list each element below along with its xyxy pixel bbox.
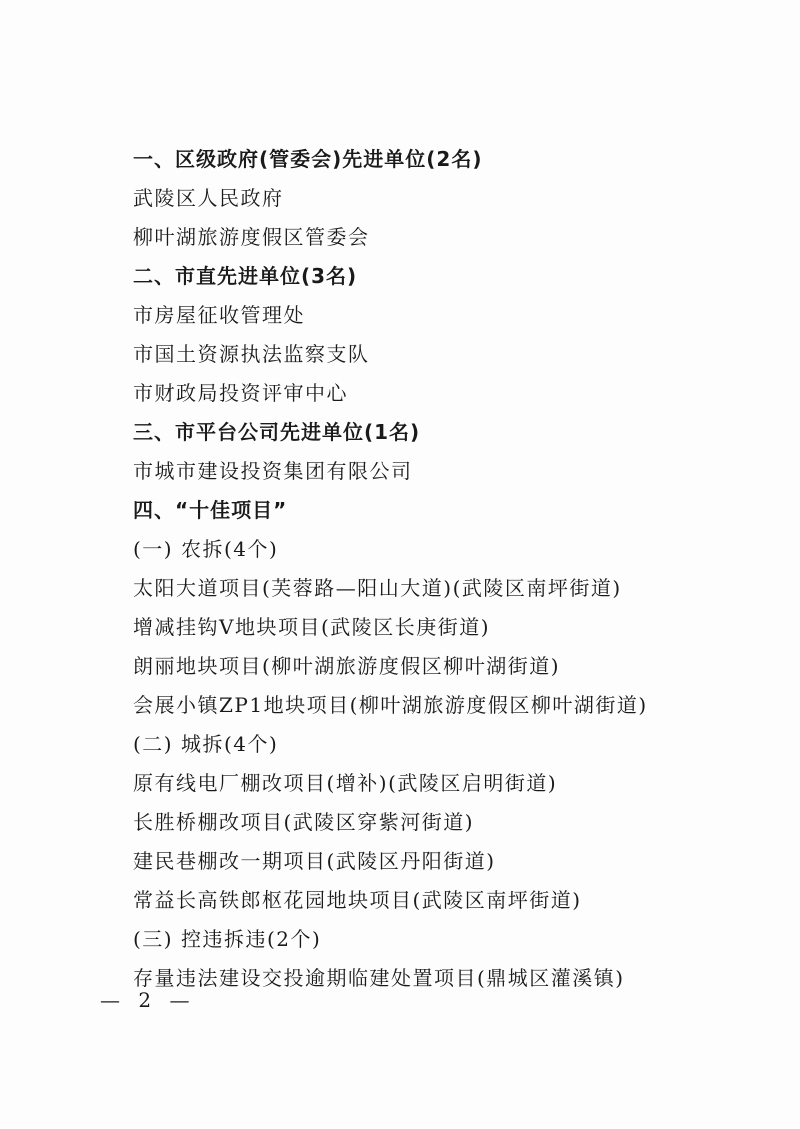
list-item: 市国土资源执法监察支队 <box>133 342 370 366</box>
list-item: 存量违法建设交投逾期临建处置项目(鼎城区灌溪镇) <box>133 966 625 990</box>
subsection-heading: (三) 控违拆违(2个) <box>133 927 322 951</box>
list-item: 武陵区人民政府 <box>133 186 284 210</box>
list-item: 市城市建设投资集团有限公司 <box>133 459 413 483</box>
list-item: 会展小镇ZP1地块项目(柳叶湖旅游度假区柳叶湖街道) <box>133 693 648 717</box>
section-heading-2: 二、市直先进单位(3名) <box>133 264 358 288</box>
subsection-heading: (二) 城拆(4个) <box>133 732 279 756</box>
list-item: 市房屋征收管理处 <box>133 303 305 327</box>
list-item: 长胜桥棚改项目(武陵区穿紫河街道) <box>133 810 475 834</box>
list-item: 朗丽地块项目(柳叶湖旅游度假区柳叶湖街道) <box>133 654 561 678</box>
list-item: 常益长高铁郎枢花园地块项目(武陵区南坪街道) <box>133 888 582 912</box>
section-heading-1: 一、区级政府(管委会)先进单位(2名) <box>133 147 483 171</box>
section-heading-4: 四、“十佳项目” <box>133 498 288 522</box>
page-number: — 2 — <box>100 988 196 1012</box>
section-heading-3: 三、市平台公司先进单位(1名) <box>133 420 421 444</box>
document-body <box>133 140 773 998</box>
list-item: 增减挂钩V地块项目(武陵区长庚街道) <box>133 615 491 639</box>
list-item: 原有线电厂棚改项目(增补)(武陵区启明街道) <box>133 771 558 795</box>
list-item: 市财政局投资评审中心 <box>133 381 348 405</box>
list-item: 柳叶湖旅游度假区管委会 <box>133 225 370 249</box>
subsection-heading: (一) 农拆(4个) <box>133 537 279 561</box>
list-item: 建民巷棚改一期项目(武陵区丹阳街道) <box>133 849 496 873</box>
list-item: 太阳大道项目(芙蓉路—阳山大道)(武陵区南坪街道) <box>133 576 622 600</box>
